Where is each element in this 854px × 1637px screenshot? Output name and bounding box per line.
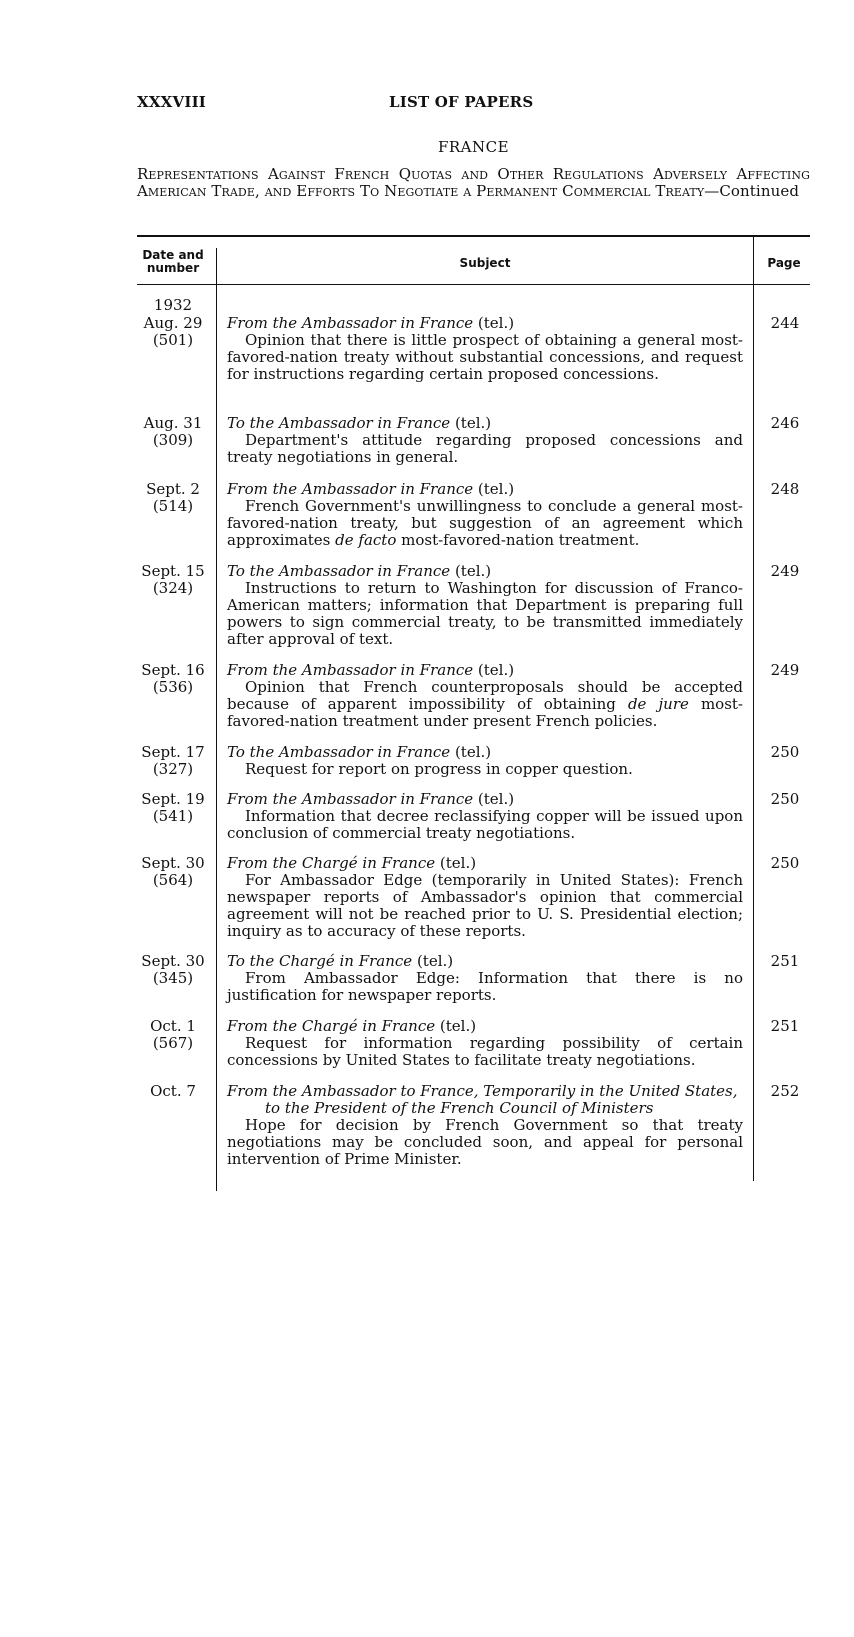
- entry-page: 249: [770, 661, 800, 679]
- entry-number: (345): [152, 969, 194, 987]
- entry-date: Oct. 1: [150, 1017, 196, 1035]
- entry-from: From the Ambassador in France (tel.): [227, 314, 515, 332]
- entry-subject: [227, 315, 743, 383]
- entry-date: Oct. 7: [150, 1082, 196, 1100]
- entry-page: 252: [770, 1082, 800, 1100]
- entry-number: (541): [152, 807, 194, 825]
- entry-from: From the Ambassador in France (tel.): [227, 790, 515, 808]
- entry-from: From the Chargé in France (tel.): [227, 854, 477, 872]
- entry-from: To the Ambassador in France (tel.): [227, 414, 492, 432]
- entry-number: (327): [152, 760, 194, 778]
- entry-description: From Ambassador Edge: Information that there is no justification for newspaper reports.: [227, 969, 743, 1004]
- column-header-date: Date and number: [142, 248, 204, 275]
- entry-date-number: [137, 662, 209, 696]
- entry-subject: [227, 662, 743, 730]
- entry-date: Sept. 2: [146, 480, 200, 498]
- entry-page: 250: [770, 790, 800, 808]
- entry-number: (564): [152, 871, 194, 889]
- entry-date: Sept. 30: [141, 854, 205, 872]
- entry-number: (567): [152, 1034, 194, 1052]
- entry-date: Sept. 16: [141, 661, 205, 679]
- entry-page: 246: [770, 414, 800, 432]
- entry-date: Sept. 19: [141, 790, 205, 808]
- running-head: [137, 93, 810, 113]
- entry-date-number: [137, 953, 209, 987]
- entry-description: Request for report on progress in copper question.: [245, 760, 633, 778]
- entry-page: 244: [770, 314, 800, 332]
- entry-page: 251: [770, 952, 800, 970]
- entry-date: Sept. 17: [141, 743, 205, 761]
- entry-number: (309): [152, 431, 194, 449]
- entry-date: Aug. 29: [143, 314, 203, 332]
- entry-page: 251: [770, 1017, 800, 1035]
- subject-heading-text: Representations Against French Quotas and Other Regulations Adversely Affecting American Trade, and Efforts To Negotiate a Permanent Commercial Treaty: [137, 165, 810, 200]
- entry-date-number: [137, 855, 209, 889]
- entry-date: Sept. 15: [141, 562, 205, 580]
- entry-date-number: [137, 415, 209, 449]
- entry-subject: [227, 563, 743, 648]
- running-title: LIST OF PAPERS: [389, 93, 534, 111]
- column-header-page: Page: [767, 256, 801, 270]
- entry-from: From the Chargé in France (tel.): [227, 1017, 477, 1035]
- entry-description: Request for information regarding possibility of certain concessions by United States to facilitate treaty negotiations.: [227, 1034, 743, 1069]
- entry-number: (501): [152, 331, 194, 349]
- entry-number: (536): [152, 678, 194, 696]
- year-label: 1932: [153, 296, 193, 314]
- entry-subject: [227, 415, 743, 466]
- entry-date: Sept. 30: [141, 952, 205, 970]
- entry-date-number: [137, 744, 209, 778]
- entry-description: Opinion that French counterproposals should be accepted because of apparent impossibility of obtaining de jure most-favored-nation treatment under present French policies.: [227, 678, 743, 730]
- entry-page: 248: [770, 480, 800, 498]
- entry-description: Hope for decision by French Government so that treaty negotiations may be concluded soon, and appeal for personal intervention of Prime Minister.: [227, 1116, 743, 1168]
- entry-date-number: [137, 791, 209, 825]
- entry-date-number: [137, 315, 209, 349]
- page-number: XXXVIII: [137, 93, 207, 111]
- entry-date-number: [137, 1018, 209, 1052]
- entry-page: 249: [770, 562, 800, 580]
- entry-page: 250: [770, 854, 800, 872]
- entry-description: Instructions to return to Washington for discussion of Franco-American matters; information that Department is preparing full powers to sign commercial treaty, to be transmitted immediately after approval of text.: [227, 579, 743, 648]
- entry-subject: [227, 481, 743, 549]
- table-header-rule: [137, 284, 810, 285]
- column-header-subject: Subject: [459, 256, 511, 270]
- entry-from: To the Chargé in France (tel.): [227, 952, 454, 970]
- subject-heading: [137, 166, 810, 200]
- entry-date-number: [137, 481, 209, 515]
- entry-subject: [227, 1018, 743, 1069]
- entry-description: Opinion that there is little prospect of obtaining a general most-favored-nation treaty without substantial concessions, and request for instructions regarding certain proposed concessions.: [227, 331, 743, 383]
- entry-number: (514): [152, 497, 194, 515]
- entry-date-number: [137, 563, 209, 597]
- section-title: FRANCE: [437, 138, 510, 156]
- entry-from: From the Ambassador in France (tel.): [227, 480, 515, 498]
- entry-subject: [227, 1083, 743, 1168]
- entry-subject: [227, 791, 743, 842]
- subject-heading-continued: —Continued: [704, 182, 800, 200]
- entry-from: To the Ambassador in France (tel.): [227, 562, 492, 580]
- entry-description: Department's attitude regarding proposed concessions and treaty negotiations in general.: [227, 431, 743, 466]
- entry-from: From the Ambassador to France, Temporarily in the United States, to the President of the French Council of Ministers: [227, 1082, 738, 1117]
- entry-number: (324): [152, 579, 194, 597]
- entry-description: Information that decree reclassifying copper will be issued upon conclusion of commercial treaty negotiations.: [227, 807, 743, 842]
- entry-from: To the Ambassador in France (tel.): [227, 743, 492, 761]
- entry-date: Aug. 31: [143, 414, 203, 432]
- column-divider-left: [216, 248, 217, 1191]
- entry-description: French Government's unwillingness to conclude a general most-favored-nation treaty, but suggestion of an agreement which approximates de facto most-favored-nation treatment.: [227, 497, 743, 549]
- entry-subject: [227, 953, 743, 1004]
- entry-from: From the Ambassador in France (tel.): [227, 661, 515, 679]
- column-divider-right: [753, 237, 754, 1181]
- entry-date-number: [137, 1083, 209, 1100]
- table-top-rule: [137, 235, 810, 237]
- entry-description: For Ambassador Edge (temporarily in United States): French newspaper reports of Ambassador's opinion that commercial agreement will not be reached prior to U. S. Presidential election; inquiry as to accuracy of these reports.: [227, 871, 743, 940]
- entry-subject: [227, 855, 743, 940]
- entry-page: 250: [770, 743, 800, 761]
- entry-subject: [227, 744, 743, 778]
